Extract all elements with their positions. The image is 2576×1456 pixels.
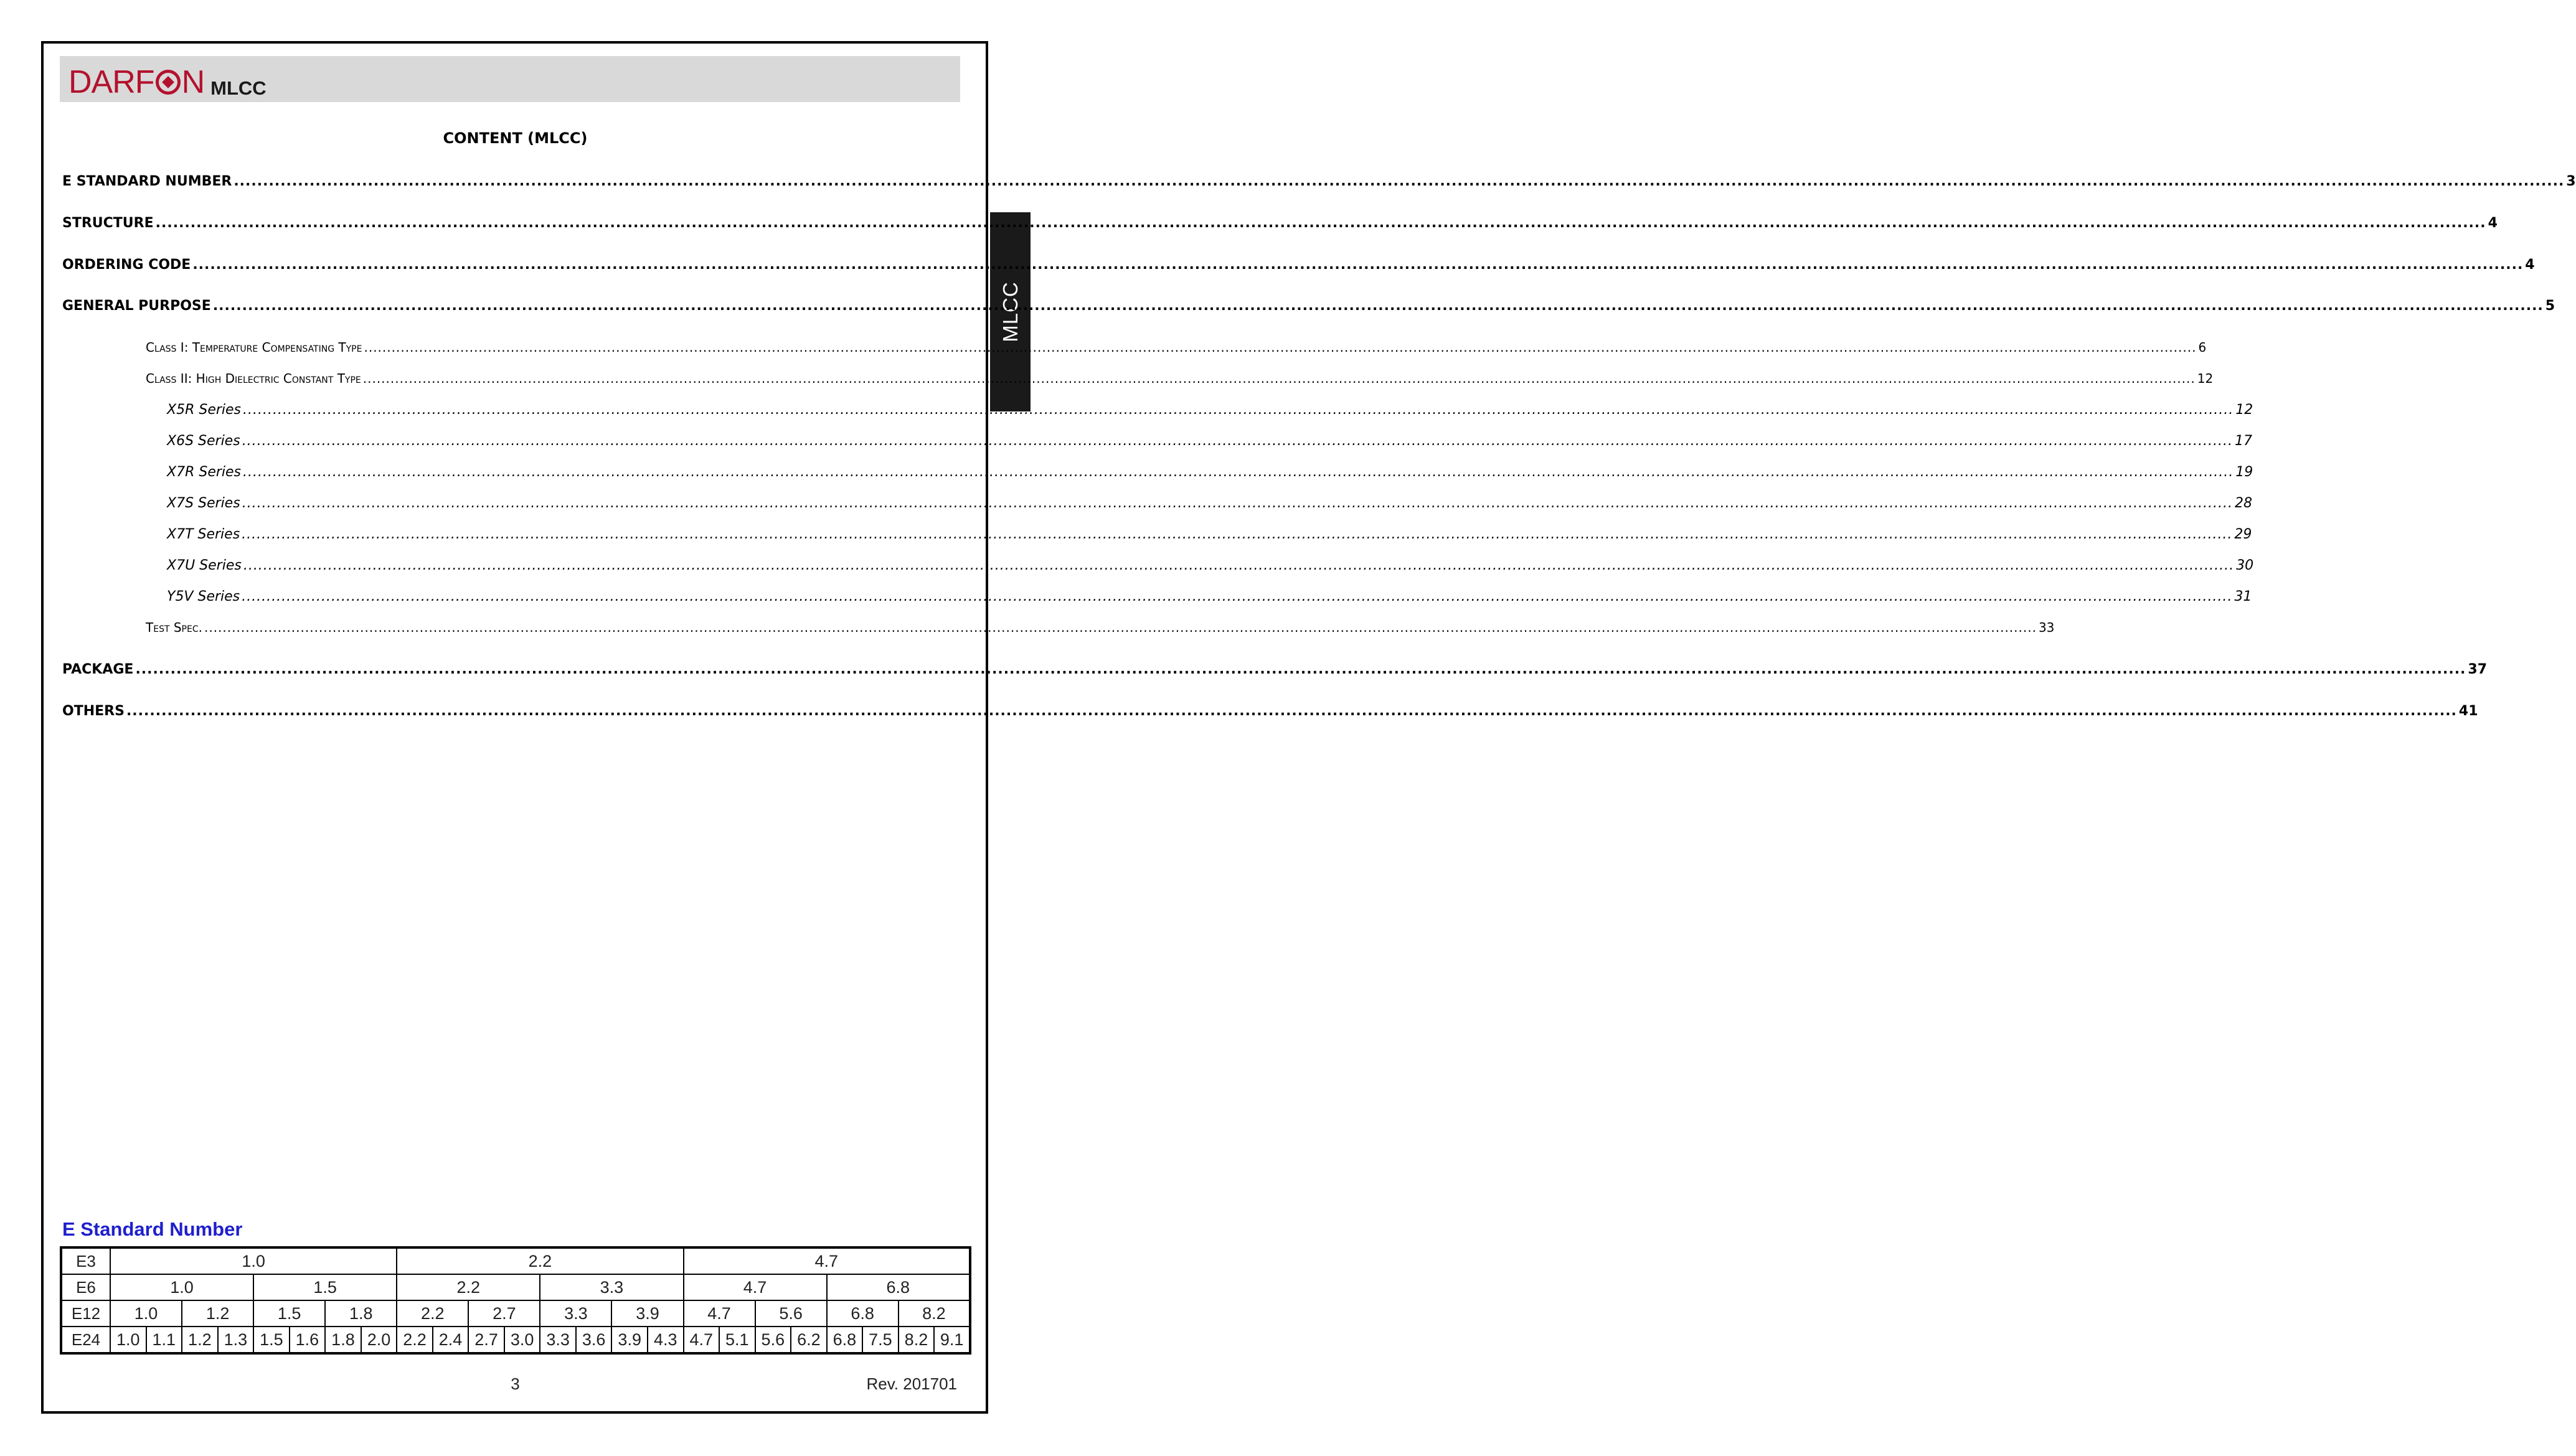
table-cell: 1.2: [182, 1300, 253, 1327]
toc-dot-leader: ................................................................................................................................................................................................................................................................................................................................................................................................................: [243, 558, 2235, 573]
toc-entry-label: X7S Series: [167, 496, 240, 511]
table-row: [61, 1300, 970, 1327]
revision-label: Rev. 201701: [866, 1374, 957, 1393]
table-cell: 4.3: [648, 1327, 684, 1353]
table-cell: 1.8: [325, 1327, 361, 1353]
toc-entry[interactable]: [62, 174, 2576, 189]
toc-entry-label: Y5V Series: [167, 589, 240, 604]
table-cell: 6.8: [827, 1274, 970, 1300]
product-label: MLCC: [210, 77, 267, 99]
table-cell: 2.0: [361, 1327, 397, 1353]
e-standard-title: E Standard Number: [62, 1218, 243, 1240]
table-cell: 4.7: [684, 1247, 971, 1274]
table-cell: 3.0: [504, 1327, 540, 1353]
table-cell: 1.5: [253, 1274, 397, 1300]
table-cell: 1.2: [182, 1327, 218, 1353]
toc-dot-leader: ................................................................................................................................................................................................................................................................................................................................................................................................................: [242, 527, 2233, 542]
toc-dot-leader: ................................................................................................................................................................................................................................................................................................................................................................................................................: [135, 662, 2466, 677]
table-cell: 2.2: [397, 1247, 683, 1274]
toc-entry-page: 33: [2038, 620, 2055, 635]
toc-entry-page: 17: [2234, 433, 2252, 449]
toc-entry-label: GENERAL PURPOSE: [62, 298, 211, 314]
toc-entry-label: E STANDARD NUMBER: [62, 174, 232, 189]
table-cell: 3.3: [540, 1300, 611, 1327]
table-cell: 1.8: [325, 1300, 397, 1327]
toc-entry[interactable]: [167, 402, 2253, 418]
table-cell: 3.3: [540, 1274, 683, 1300]
table-cell: 2.7: [468, 1300, 540, 1327]
toc-dot-leader: ................................................................................................................................................................................................................................................................................................................................................................................................................: [234, 174, 2565, 189]
page-number: 3: [511, 1374, 520, 1393]
table-cell: 3.6: [576, 1327, 612, 1353]
toc-entry[interactable]: [167, 464, 2253, 480]
table-cell: 2.2: [397, 1274, 540, 1300]
toc-entry[interactable]: [167, 496, 2252, 511]
table-cell: 8.2: [899, 1327, 935, 1353]
table-cell: 1.1: [146, 1327, 182, 1353]
toc-entry-label: Class I: Temperature Compensating Type: [146, 340, 362, 355]
table-cell: 5.6: [755, 1327, 791, 1353]
table-cell: 1.0: [110, 1274, 253, 1300]
toc-entry-page: 41: [2458, 703, 2478, 719]
content-title: CONTENT (MLCC): [443, 129, 588, 147]
table-cell: 4.7: [684, 1327, 720, 1353]
table-cell: 1.5: [253, 1327, 290, 1353]
toc-entry-label: X5R Series: [167, 402, 242, 418]
toc-entry[interactable]: [62, 215, 2498, 231]
table-cell: 9.1: [934, 1327, 970, 1353]
table-cell: 8.2: [899, 1300, 970, 1327]
toc-dot-leader: ................................................................................................................................................................................................................................................................................................................................................................................................................: [242, 589, 2233, 604]
table-cell: 3.9: [611, 1327, 648, 1353]
row-label: E3: [61, 1247, 110, 1274]
table-cell: 5.6: [755, 1300, 827, 1327]
table-row: [61, 1274, 970, 1300]
toc-entry-label: Class II: High Dielectric Constant Type: [146, 371, 361, 386]
toc-dot-leader: ................................................................................................................................................................................................................................................................................................................................................................................................................: [155, 215, 2486, 231]
table-cell: 1.0: [110, 1300, 182, 1327]
table-cell: 1.6: [290, 1327, 326, 1353]
toc-entry-label: STRUCTURE: [62, 215, 154, 231]
toc-entry[interactable]: [167, 433, 2252, 449]
toc-dot-leader: ................................................................................................................................................................................................................................................................................................................................................................................................................: [212, 298, 2544, 314]
row-label: E12: [61, 1300, 110, 1327]
toc-entry-label: X6S Series: [167, 433, 240, 449]
toc-dot-leader: ................................................................................................................................................................................................................................................................................................................................................................................................................: [242, 496, 2233, 511]
toc-entry-page: 6: [2198, 340, 2207, 355]
table-row: [61, 1327, 970, 1353]
toc-entry-page: 4: [2525, 257, 2535, 273]
toc-dot-leader: ................................................................................................................................................................................................................................................................................................................................................................................................................: [243, 464, 2234, 480]
table-cell: 2.2: [397, 1327, 433, 1353]
toc-entry-page: 5: [2545, 298, 2555, 314]
toc-entry-page: 3: [2566, 174, 2576, 189]
toc-entry-page: 31: [2234, 589, 2252, 604]
table-cell: 2.2: [397, 1300, 468, 1327]
table-cell: 5.1: [719, 1327, 755, 1353]
side-tab-label: MLCC: [998, 281, 1022, 342]
toc-entry[interactable]: [146, 340, 2207, 355]
toc-entry-label: X7U Series: [167, 558, 242, 573]
toc-dot-leader: ................................................................................................................................................................................................................................................................................................................................................................................................................: [362, 371, 2196, 386]
toc-entry-page: 12: [2197, 371, 2214, 386]
table-cell: 2.4: [433, 1327, 469, 1353]
row-label: E6: [61, 1274, 110, 1300]
table-cell: 6.8: [827, 1327, 863, 1353]
table-cell: 2.7: [468, 1327, 504, 1353]
row-label: E24: [61, 1327, 110, 1353]
table-cell: 1.0: [110, 1247, 397, 1274]
logo-diamond-icon: [156, 70, 181, 95]
toc-entry-page: 28: [2234, 496, 2252, 511]
table-row: [61, 1247, 970, 1274]
toc-dot-leader: ................................................................................................................................................................................................................................................................................................................................................................................................................: [243, 402, 2234, 418]
toc-entry-label: Test Spec.: [146, 620, 202, 635]
toc-entry[interactable]: [62, 662, 2488, 677]
toc-entry[interactable]: [167, 589, 2252, 604]
table-cell: 7.5: [862, 1327, 899, 1353]
toc-entry-label: X7R Series: [167, 464, 242, 480]
toc-entry-page: 12: [2235, 402, 2253, 418]
toc-dot-leader: ................................................................................................................................................................................................................................................................................................................................................................................................................: [126, 703, 2457, 719]
toc-entry-page: 4: [2488, 215, 2498, 231]
toc-entry-page: 19: [2235, 464, 2253, 480]
table-cell: 1.5: [253, 1300, 325, 1327]
toc-dot-leader: ................................................................................................................................................................................................................................................................................................................................................................................................................: [364, 340, 2197, 355]
toc-entry[interactable]: [62, 703, 2478, 719]
table-cell: 1.3: [218, 1327, 254, 1353]
brand-logo: [68, 63, 267, 98]
toc-dot-leader: ................................................................................................................................................................................................................................................................................................................................................................................................................: [242, 433, 2233, 449]
table-cell: 4.7: [684, 1300, 755, 1327]
toc-dot-leader: ................................................................................................................................................................................................................................................................................................................................................................................................................: [204, 620, 2037, 635]
toc-entry-label: X7T Series: [167, 527, 240, 542]
table-cell: 3.9: [611, 1300, 683, 1327]
toc-entry[interactable]: [167, 558, 2254, 573]
table-cell: 1.0: [110, 1327, 146, 1353]
toc-entry[interactable]: [146, 620, 2055, 635]
toc-entry[interactable]: [62, 257, 2535, 273]
table-cell: 6.8: [827, 1300, 899, 1327]
toc-entry-page: 29: [2234, 527, 2252, 542]
toc-entry[interactable]: [62, 298, 2555, 314]
page-frame: [41, 41, 988, 1414]
table-cell: 4.7: [684, 1274, 827, 1300]
table-cell: 3.3: [540, 1327, 576, 1353]
toc-entry-label: OTHERS: [62, 703, 125, 719]
toc-entry-label: PACKAGE: [62, 662, 134, 677]
toc-entry-page: 37: [2468, 662, 2488, 677]
toc-entry-label: ORDERING CODE: [62, 257, 191, 273]
toc-entry-page: 30: [2236, 558, 2254, 573]
toc-entry[interactable]: [146, 371, 2214, 386]
table-cell: 6.2: [791, 1327, 827, 1353]
toc-dot-leader: ................................................................................................................................................................................................................................................................................................................................................................................................................: [192, 257, 2524, 273]
toc-entry[interactable]: [167, 527, 2252, 542]
brand-wordmark: DARF N: [68, 64, 205, 100]
e-standard-table: [60, 1246, 971, 1355]
